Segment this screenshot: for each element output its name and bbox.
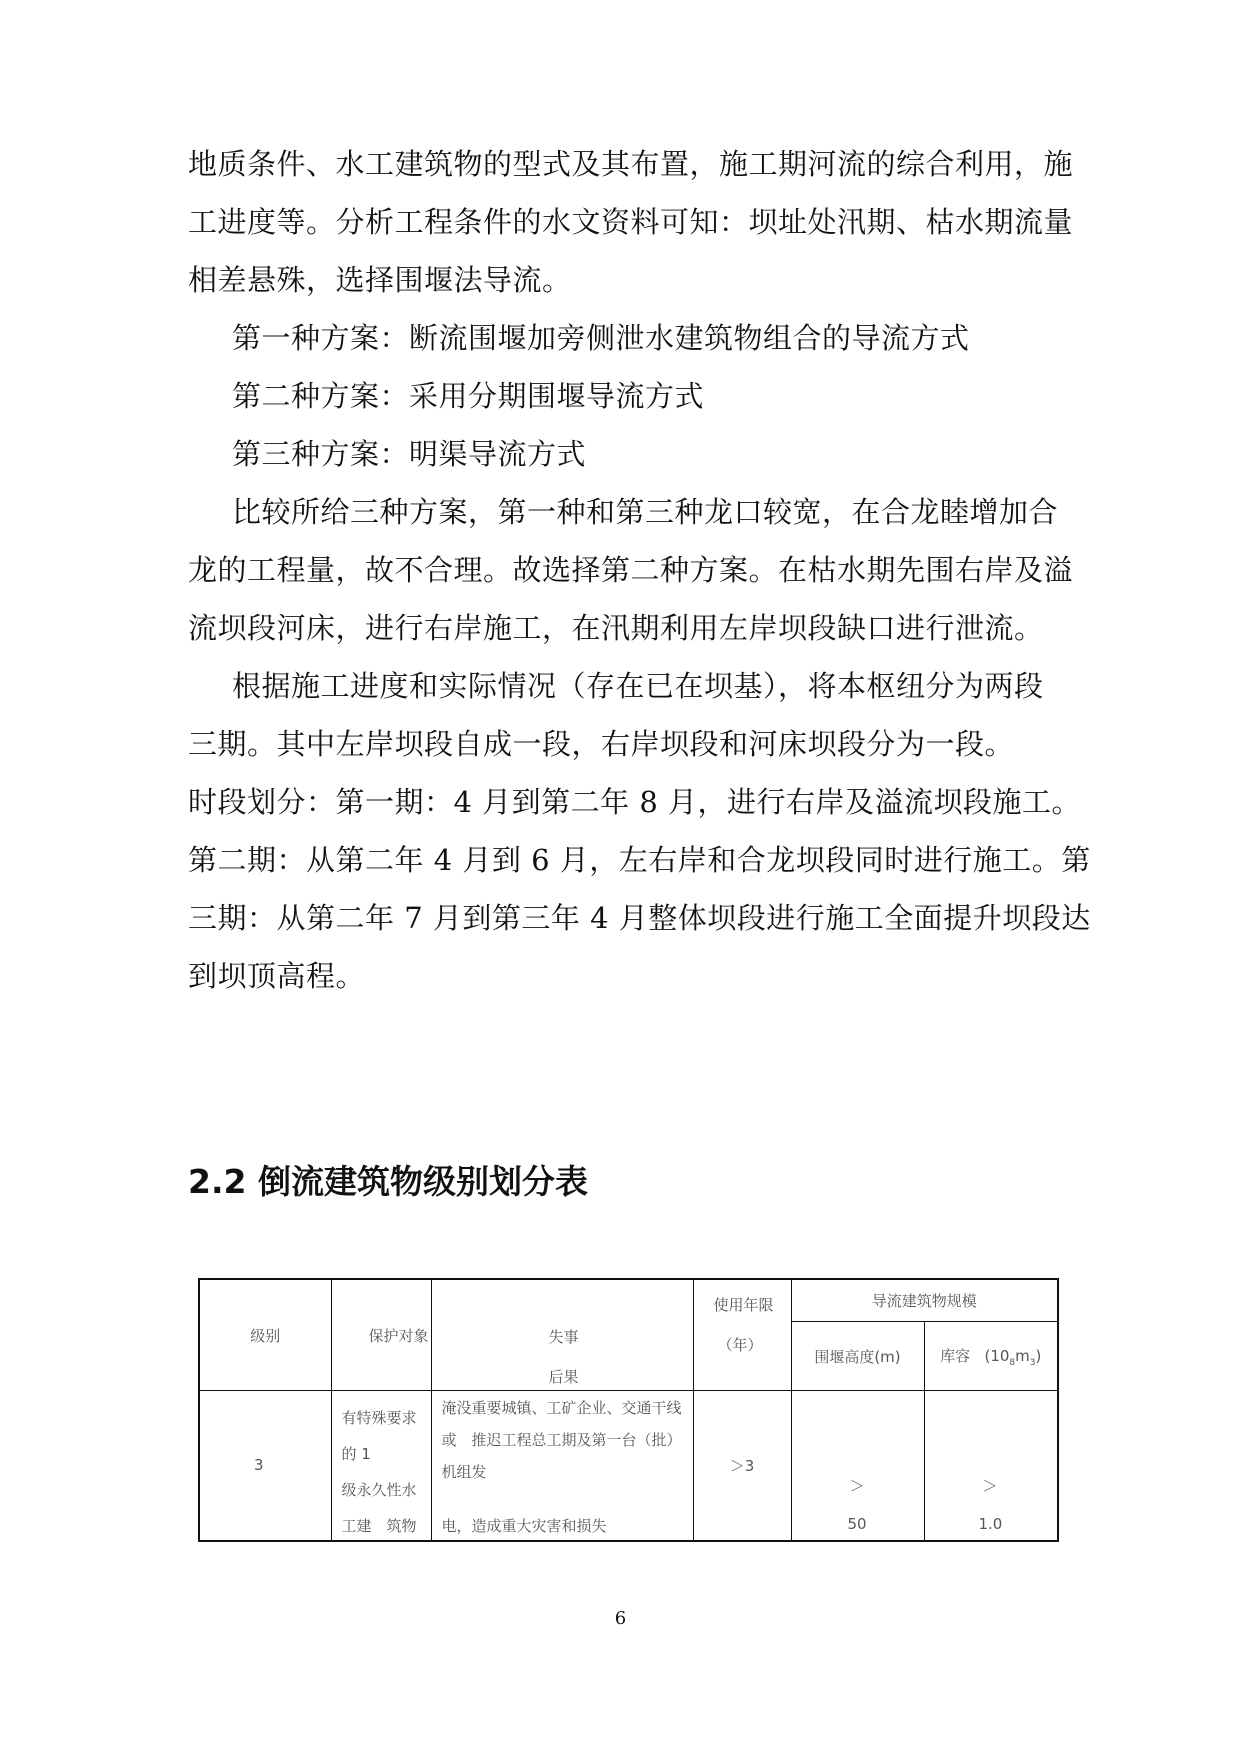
cell-protect-line: 的 1: [341, 1445, 371, 1464]
paragraph-line: 第二种方案：采用分期围堰导流方式: [232, 379, 705, 413]
paragraph-line: 相差悬殊，选择围堰法导流。: [188, 263, 572, 297]
cell-protect-line: 工建 筑物: [341, 1517, 417, 1536]
cell-consequence-line: 机组发: [441, 1463, 487, 1482]
header-capacity: [924, 1322, 1058, 1391]
table-header-row: [199, 1279, 1058, 1322]
cell-capacity-symbol: ＞: [982, 1477, 998, 1496]
header-capacity-label: 库容: [940, 1346, 971, 1365]
section-heading: 2.2 倒流建筑物级别划分表: [188, 1162, 588, 1201]
header-capacity-unit-close: ): [1035, 1346, 1042, 1365]
header-capacity-unit-m: m: [1015, 1346, 1030, 1365]
header-height: [791, 1322, 924, 1391]
header-capacity-unit: (10: [984, 1346, 1010, 1365]
cell-years-text: ＞3: [729, 1456, 755, 1475]
paragraph-line: 三期。其中左岸坝段自成一段，右岸坝段和河床坝段分为一段。: [188, 727, 1015, 761]
cell-protect: [331, 1391, 431, 1541]
header-scale-text: 导流建筑物规模: [871, 1292, 977, 1311]
paragraph-line: 比较所给三种方案，第一种和第三种龙口较宽，在合龙睦增加合: [232, 495, 1059, 529]
page-number: 6: [614, 1608, 627, 1629]
header-protect: [331, 1279, 431, 1391]
paragraph-line: 三期：从第二年 7 月到第三年 4 月整体坝段进行施工全面提升坝段达: [188, 901, 1091, 935]
cell-years: [693, 1391, 791, 1541]
header-years: [693, 1279, 791, 1391]
cell-consequence-line: 电，造成重大灾害和损失: [441, 1517, 607, 1536]
paragraph-line: 第三种方案：明渠导流方式: [232, 437, 587, 471]
header-scale: [791, 1279, 1058, 1322]
paragraph-line: 根据施工进度和实际情况（存在已在坝基），将本枢纽分为两段: [232, 669, 1044, 703]
cell-protect-line: 级永久性水: [341, 1481, 417, 1500]
header-capacity-unit-sub: 8: [1009, 1357, 1016, 1368]
table-row: [199, 1391, 1058, 1541]
paragraph-line: 第一种方案：断流围堰加旁侧泄水建筑物组合的导流方式: [232, 321, 970, 355]
header-years-line2: （年）: [717, 1336, 763, 1354]
cell-consequence-line: 或 推迟工程总工期及第一台（批）: [441, 1431, 682, 1450]
paragraph-line: 工进度等。分析工程条件的水文资料可知：坝址处汛期、枯水期流量: [188, 205, 1074, 239]
diversion-grade-table: [198, 1278, 1059, 1542]
cell-height: [791, 1391, 924, 1541]
header-height-text: 围堰高度(m): [814, 1347, 901, 1366]
paragraph-line: 到坝顶高程。: [188, 959, 366, 993]
paragraph-line: 流坝段河床，进行右岸施工，在汛期利用左岸坝段缺口进行泄流。: [188, 611, 1044, 645]
header-level-text: 级别: [250, 1326, 281, 1345]
header-consequence-line2: 后果: [548, 1368, 579, 1386]
header-consequence-line1: 失事: [548, 1328, 579, 1346]
paragraph-line: 时段划分：第一期：4 月到第二年 8 月，进行右岸及溢流坝段施工。: [188, 785, 1082, 819]
cell-protect-line: 有特殊要求: [341, 1409, 417, 1428]
cell-height-value: 50: [847, 1515, 867, 1534]
header-years-line1: 使用年限: [713, 1296, 774, 1314]
header-level: [199, 1279, 331, 1391]
paragraph-line: 地质条件、水工建筑物的型式及其布置，施工期河流的综合利用，施: [188, 147, 1074, 181]
cell-capacity: [924, 1391, 1058, 1541]
cell-level-text: 3: [254, 1456, 264, 1475]
cell-consequence-line: 淹没重要城镇、工矿企业、交通干线: [441, 1399, 682, 1418]
paragraph-line: 龙的工程量，故不合理。故选择第二种方案。在枯水期先围右岸及溢: [188, 553, 1074, 587]
header-protect-text: 保护对象: [368, 1326, 429, 1345]
paragraph-line: 第二期：从第二年 4 月到 6 月，左右岸和合龙坝段同时进行施工。第: [188, 843, 1091, 877]
header-consequence: [431, 1279, 693, 1391]
cell-consequence: [431, 1391, 693, 1541]
cell-capacity-value: 1.0: [978, 1515, 1003, 1534]
header-capacity-unit-sub2: 3: [1029, 1357, 1036, 1368]
cell-height-symbol: ＞: [849, 1477, 865, 1496]
cell-level: [199, 1391, 331, 1541]
